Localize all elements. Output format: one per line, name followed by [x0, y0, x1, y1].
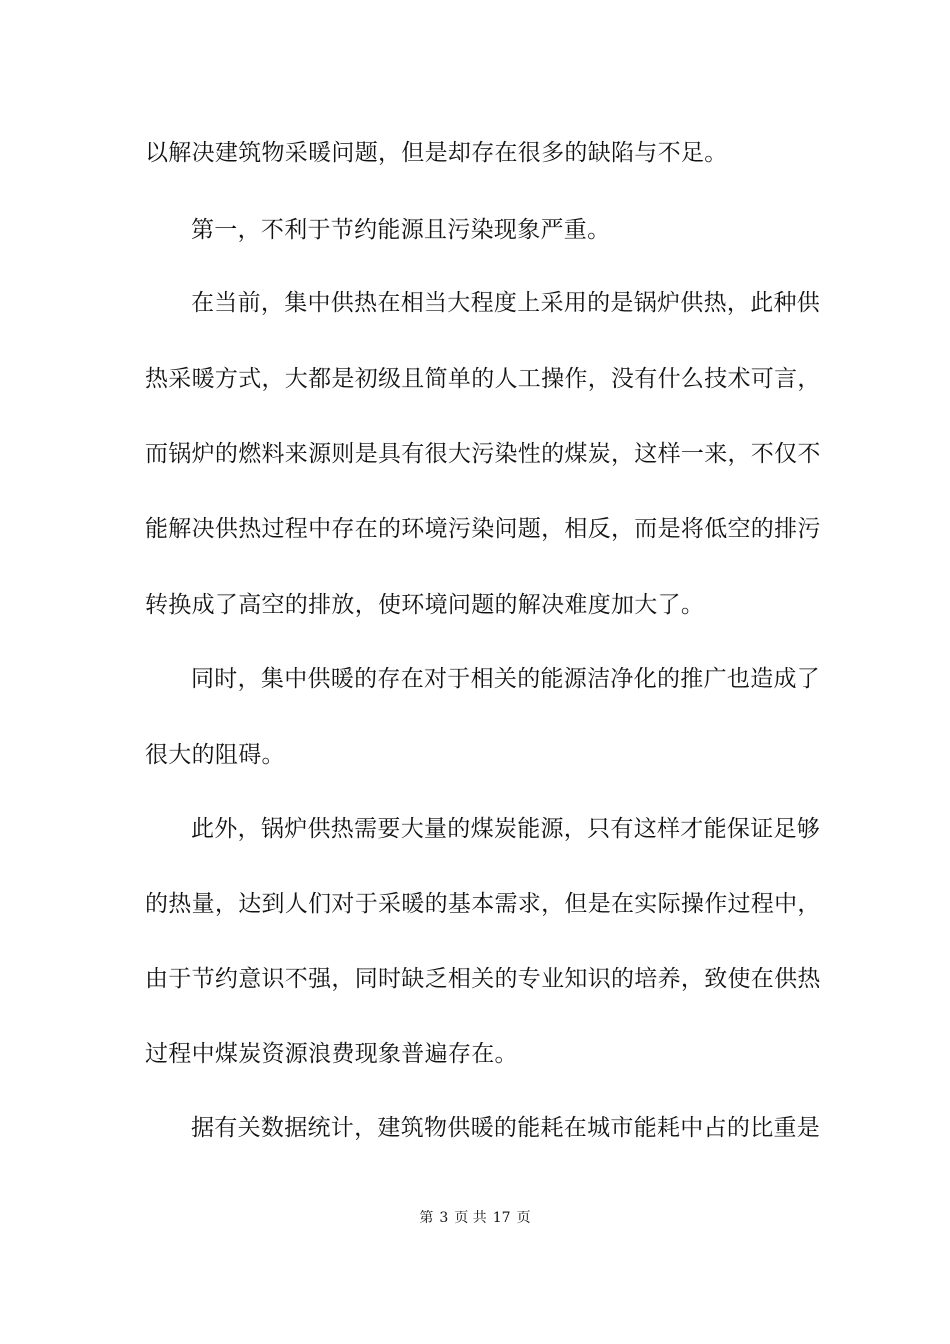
page-label-mid: 页 共 [454, 1210, 487, 1226]
text-line: 而锅炉的燃料来源则是具有很大污染性的煤炭，这样一来，不仅不 [145, 441, 821, 467]
text-line: 过程中煤炭资源浪费现象普遍存在。 [145, 1041, 518, 1067]
text-line: 由于节约意识不强，同时缺乏相关的专业知识的培养，致使在供热 [145, 966, 821, 992]
text-line: 的热量，达到人们对于采暖的基本需求，但是在实际操作过程中， [145, 891, 821, 917]
page-label-prefix: 第 [419, 1210, 434, 1226]
paragraph-line: 据有关数据统计，建筑物供暖的能耗在城市能耗中占的比重是 [191, 1115, 821, 1141]
paragraph-line: 同时，集中供暖的存在对于相关的能源洁净化的推广也造成了 [191, 666, 821, 692]
text-line: 转换成了高空的排放，使环境问题的解决难度加大了。 [145, 592, 705, 618]
paragraph-line: 此外，锅炉供热需要大量的煤炭能源，只有这样才能保证足够 [191, 816, 821, 842]
text-line: 热采暖方式，大都是初级且简单的人工操作，没有什么技术可言， [145, 366, 821, 392]
paragraph-line: 第一，不利于节约能源且污染现象严重。 [191, 217, 611, 243]
text-line: 能解决供热过程中存在的环境污染问题，相反，而是将低空的排污 [145, 516, 821, 542]
current-page-number: 3 [439, 1210, 449, 1226]
text-line: 很大的阻碍。 [145, 742, 285, 768]
page-label-suffix: 页 [516, 1210, 531, 1226]
paragraph-line: 在当前，集中供热在相当大程度上采用的是锅炉供热，此种供 [191, 290, 821, 316]
text-line: 以解决建筑物采暖问题，但是却存在很多的缺陷与不足。 [145, 140, 728, 166]
total-pages-number: 17 [492, 1210, 511, 1226]
page-footer [0, 1209, 950, 1227]
